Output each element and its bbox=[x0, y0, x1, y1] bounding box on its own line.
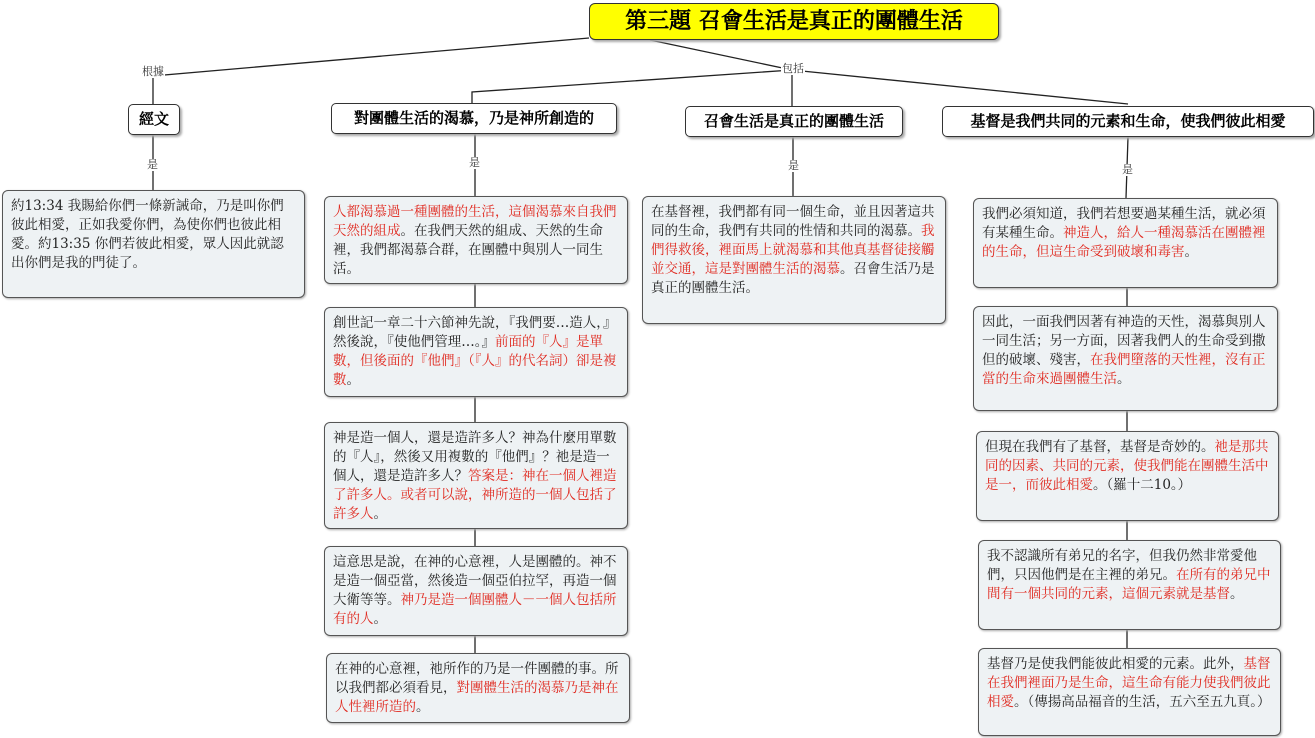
note-highlight: 答案是：神在一個人裡造了許多人。或者可以說，神所造的一個人包括了許多人 bbox=[333, 468, 617, 522]
note-christ-5[interactable]: 基督乃是使我們能彼此相愛的元素。此外，基督在我們裡面乃是生命，這生命有能力使我們彼此相愛。（傳揚高品福音的生活，五六至五九頁。） bbox=[978, 648, 1281, 736]
note-highlight: 對團體生活的渴慕乃是神在人性裡所造的 bbox=[335, 680, 619, 715]
topic-desire-created[interactable]: 對團體生活的渴慕，乃是神所創造的 bbox=[331, 103, 617, 134]
note-desire-3[interactable]: 神是造一個人，還是造許多人？神為什麼用單數的『人』，然後又用複數的『他們』？祂是造一個人，還是造許多人？答案是：神在一個人裡造了許多人。或者可以說，神所造的一個人包括了許多人。 bbox=[324, 422, 628, 529]
topic-church-life[interactable]: 召會生活是真正的團體生活 bbox=[685, 106, 903, 137]
root-topic[interactable]: 第三題 召會生活是真正的團體生活 bbox=[589, 3, 999, 40]
note-highlight: 前面的『人』是單數，但後面的『他們』（『人』的代名詞）卻是複數 bbox=[333, 334, 617, 388]
note-highlight: 祂是那共同的因素、共同的元素，使我們能在團體生活中是一，而彼此相愛 bbox=[985, 439, 1269, 493]
note-highlight: 在所有的弟兄中間有一個共同的元素，這個元素就是基督 bbox=[987, 567, 1271, 602]
note-highlight: 我們得救後，裡面馬上就渴慕和其他真基督徒接觸並交通，這是對團體生活的渴慕 bbox=[651, 223, 935, 277]
note-highlight: 在我們墮落的天性裡，沒有正當的生命來過團體生活 bbox=[982, 352, 1266, 387]
edge-label-basis: 根據 bbox=[142, 65, 164, 78]
note-highlight: 基督在我們裡面乃是生命，這生命有能力使我們彼此相愛 bbox=[987, 656, 1271, 710]
note-desire-4[interactable]: 這意思是說，在神的心意裡，人是團體的。神不是造一個亞當，然後造一個亞伯拉罕，再造一個大衛等等。神乃是造一個團體人－一個人包括所有的人。 bbox=[324, 546, 628, 636]
note-christ-2[interactable]: 因此，一面我們因著有神造的天性，渴慕與別人一同生活；另一方面，因著我們人的生命受到撒但的破壞、殘害，在我們墮落的天性裡，沒有正當的生命來過團體生活。 bbox=[973, 306, 1278, 411]
note-scripture[interactable] bbox=[2, 190, 305, 298]
edge-label-is: 是 bbox=[147, 158, 158, 171]
edge-label-includes: 包括 bbox=[782, 62, 804, 75]
edge-label-is: 是 bbox=[788, 159, 799, 172]
note-text: 約13:34 我賜給你們一條新誡命，乃是叫你們彼此相愛，正如我愛你們，為使你們也彼此相愛。約13:35 你們若彼此相愛，眾人因此就認出你們是我的門徒了。 bbox=[11, 198, 284, 271]
note-desire-5[interactable]: 在神的心意裡，祂所作的乃是一件團體的事。所以我們都必須看見，對團體生活的渴慕乃是神在人性裡所造的。 bbox=[326, 653, 630, 723]
note-christ-3[interactable]: 但現在我們有了基督，基督是奇妙的。祂是那共同的因素、共同的元素，使我們能在團體生活中是一，而彼此相愛。（羅十二10。） bbox=[976, 431, 1279, 521]
note-desire-2[interactable]: 創世記一章二十六節神先說，『我們要…造人，』然後說，『使他們管理…。』前面的『人』是單數，但後面的『他們』（『人』的代名詞）卻是複數。 bbox=[324, 307, 628, 397]
topic-christ-common-element[interactable]: 基督是我們共同的元素和生命，使我們彼此相愛 bbox=[942, 106, 1314, 137]
edge-label-is: 是 bbox=[1122, 163, 1133, 176]
note-christ-4[interactable]: 我不認識所有弟兄的名字，但我仍然非常愛他們，只因他們是在主裡的弟兄。在所有的弟兄中間有一個共同的元素，這個元素就是基督。 bbox=[978, 540, 1281, 630]
edge-label-is: 是 bbox=[469, 156, 480, 169]
note-highlight: 人都渴慕過一種團體的生活，這個渴慕來自我們天然的組成 bbox=[333, 204, 617, 239]
note-church-life[interactable]: 在基督裡，我們都有同一個生命，並且因著這共同的生命，我們有共同的性情和共同的渴慕。我們得救後，裡面馬上就渴慕和其他真基督徒接觸並交通，這是對團體生活的渴慕。召會生活乃是真正的團體生活。 bbox=[642, 196, 946, 324]
note-desire-1[interactable]: 人都渴慕過一種團體的生活，這個渴慕來自我們天然的組成。在我們天然的組成、天然的生命裡，我們都渴慕合群，在團體中與別人一同生活。 bbox=[324, 196, 628, 284]
note-highlight: 神造人，給人一種渴慕活在團體裡的生命，但這生命受到破壞和毒害 bbox=[982, 225, 1266, 260]
topic-scripture[interactable]: 經文 bbox=[128, 104, 180, 135]
note-christ-1[interactable]: 我們必須知道，我們若想要過某種生活，就必須有某種生命。神造人，給人一種渴慕活在團體裡的生命，但這生命受到破壞和毒害。 bbox=[973, 198, 1278, 288]
note-highlight: 神乃是造一個團體人－一個人包括所有的人 bbox=[333, 592, 617, 627]
